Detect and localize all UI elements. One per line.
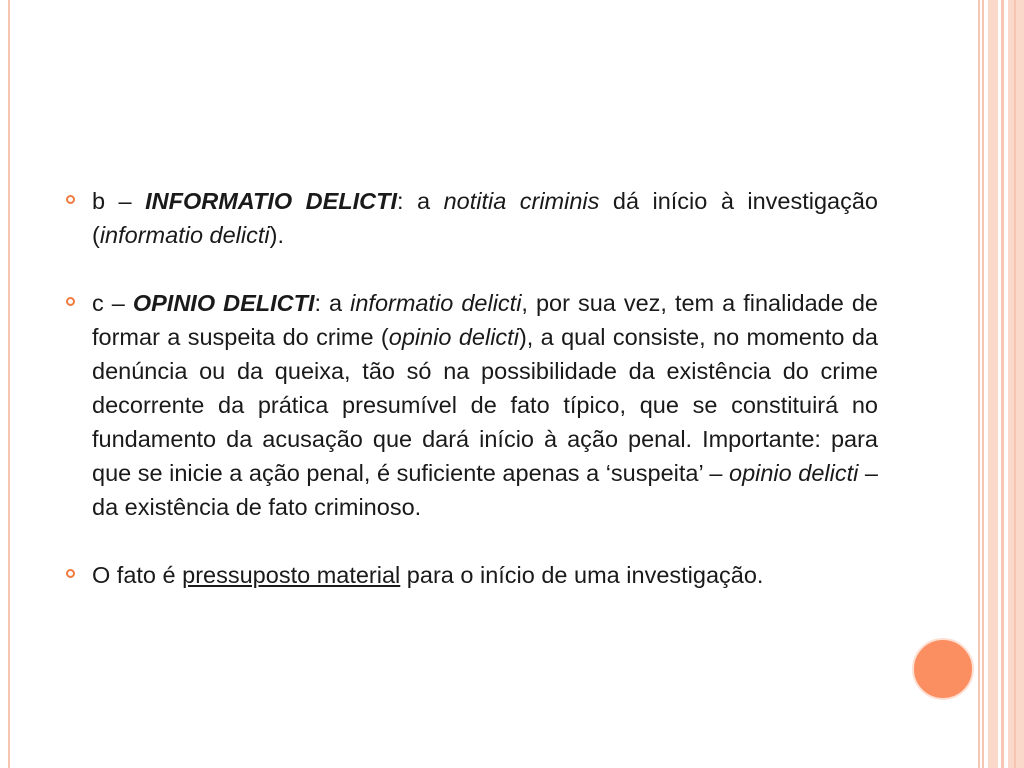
bullet-icon — [66, 297, 75, 306]
text: c – — [92, 290, 133, 316]
decorative-stripe — [1001, 0, 1004, 768]
text: para o início de uma investigação. — [400, 562, 764, 588]
term-opinio-delicti: OPINIO DELICTI — [132, 290, 315, 316]
text: – da existência de fato criminoso. — [92, 460, 878, 520]
bullet-item-opinio — [66, 286, 878, 524]
text: , por sua vez, tem a finalidade de formar a suspeita do crime ( — [92, 290, 878, 350]
decorative-stripe — [1014, 0, 1016, 768]
bullet-icon — [66, 195, 75, 204]
decorative-circle — [912, 638, 974, 700]
text: O fato é — [92, 562, 183, 588]
italic-text: notitia criminis — [443, 188, 600, 214]
text: : a — [397, 188, 444, 214]
slide-content — [66, 184, 878, 626]
text: b – — [92, 188, 146, 214]
decorative-stripe — [1008, 0, 1024, 768]
bullet-item-informatio — [66, 184, 878, 252]
text: : a — [314, 290, 351, 316]
text: dá início à investigação ( — [92, 188, 879, 248]
text: ). — [269, 222, 284, 248]
italic-text: opinio delicti — [729, 460, 859, 486]
bullet-icon — [66, 569, 75, 578]
bullet-item-pressuposto — [66, 558, 878, 592]
underlined-text: pressuposto material — [182, 562, 401, 588]
italic-text: opinio delicti — [388, 324, 519, 350]
italic-text: informatio delicti — [350, 290, 522, 316]
decorative-stripe — [982, 0, 984, 768]
text: ), a qual consiste, no momento da denúncia ou da queixa, tão só na possibilidade da existência do crime decorrente da prática presumível de fato típico, que se constituirá no fundamento da acusação que dará início à ação penal. Importante: para que se inicie a ação penal, é suficiente apenas a ‘suspeita’ – — [92, 324, 878, 486]
italic-text: informatio delicti — [99, 222, 270, 248]
decorative-stripe — [988, 0, 998, 768]
term-informatio-delicti: INFORMATIO DELICTI — [145, 188, 398, 214]
